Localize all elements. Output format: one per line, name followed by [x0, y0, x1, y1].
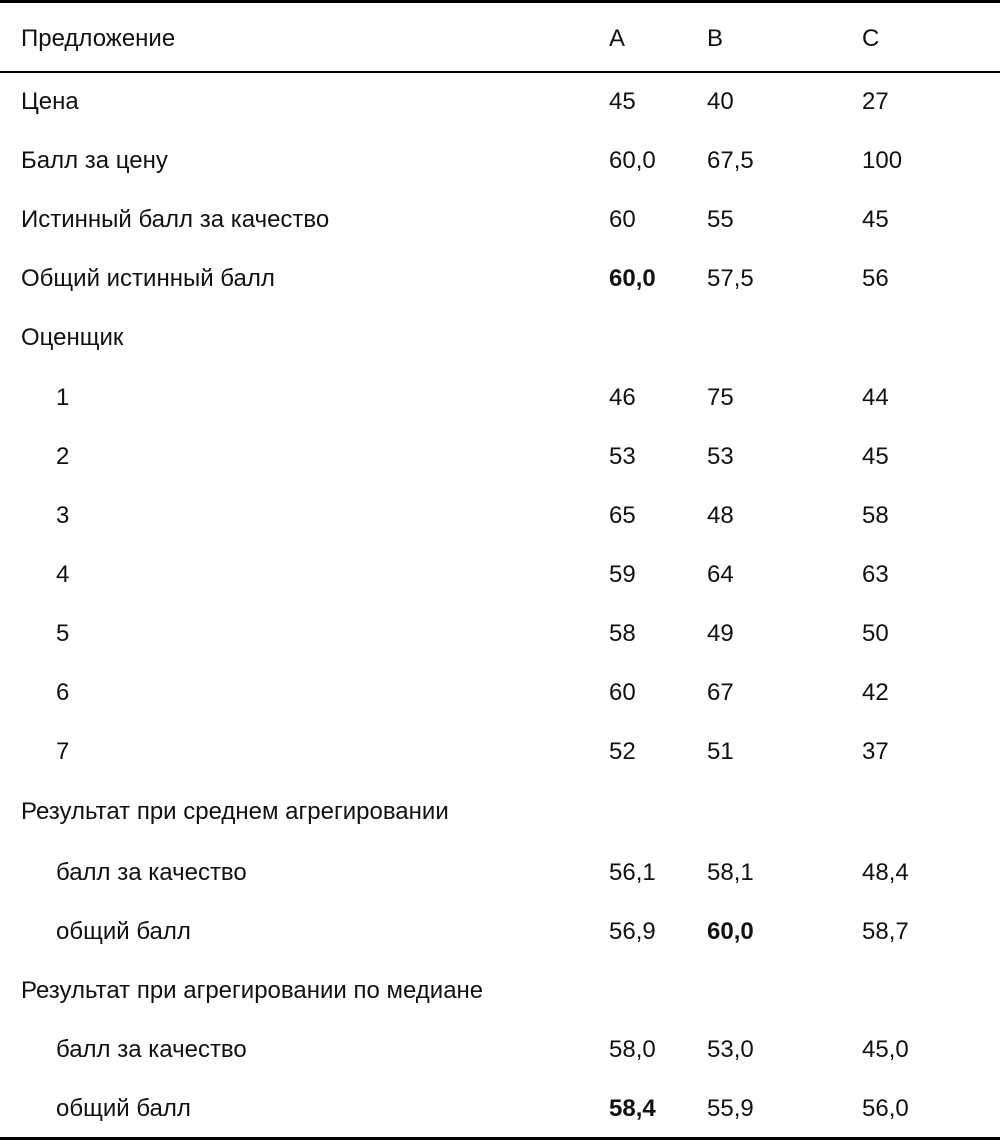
cell-c: 42	[862, 679, 889, 706]
cell-c: 48,4	[862, 859, 909, 886]
cell-a-highlight: 60,0	[609, 265, 656, 292]
cell-b: 67	[707, 679, 734, 706]
cell-b: 67,5	[707, 147, 754, 174]
cell-c: 100	[862, 147, 903, 174]
cell-a: 60	[609, 679, 636, 706]
cell-b: 55,9	[707, 1095, 754, 1122]
cell-c: 50	[862, 620, 889, 647]
row-label: балл за качество	[56, 1036, 247, 1063]
cell-a: 58	[609, 620, 636, 647]
table-row-mean-total	[0, 912, 1000, 952]
cell-a: 56,1	[609, 859, 656, 886]
cell-a: 59	[609, 561, 636, 588]
row-label: общий балл	[56, 1095, 191, 1122]
cell-c: 58	[862, 502, 889, 529]
cell-c: 58,7	[862, 918, 909, 945]
cell-b: 51	[707, 738, 734, 765]
row-label: 7	[56, 738, 70, 765]
cell-a-highlight: 58,4	[609, 1095, 656, 1122]
header-col-c: C	[862, 25, 880, 52]
table-row-median-quality	[0, 1030, 1000, 1070]
table-row-total-true	[0, 259, 1000, 299]
cell-c: 44	[862, 384, 889, 411]
table-row-evaluator-3	[0, 496, 1000, 536]
row-label: 3	[56, 502, 70, 529]
table-row-median-total	[0, 1089, 1000, 1129]
header-col-a: A	[609, 25, 626, 52]
table-row-median-heading	[0, 971, 1000, 1011]
cell-b: 55	[707, 206, 734, 233]
row-label: 6	[56, 679, 70, 706]
table-row-price-score	[0, 141, 1000, 181]
table-row-mean-quality	[0, 853, 1000, 893]
row-label: 4	[56, 561, 70, 588]
table-row-mean-heading	[0, 792, 1000, 832]
table-row-evaluator-6	[0, 673, 1000, 713]
cell-c: 56,0	[862, 1095, 909, 1122]
row-label: Балл за цену	[21, 147, 168, 174]
cell-a: 60,0	[609, 147, 656, 174]
cell-a: 52	[609, 738, 636, 765]
cell-b: 40	[707, 88, 734, 115]
row-label: Цена	[21, 88, 79, 115]
cell-c: 37	[862, 738, 889, 765]
table-top-rule	[0, 0, 1000, 3]
row-label: 1	[56, 384, 70, 411]
cell-c: 45	[862, 206, 889, 233]
cell-a: 46	[609, 384, 636, 411]
row-label: Истинный балл за качество	[21, 206, 330, 233]
cell-a: 56,9	[609, 918, 656, 945]
row-label: общий балл	[56, 918, 191, 945]
table-row-evaluator-5	[0, 614, 1000, 654]
table-row-evaluator-2	[0, 437, 1000, 477]
cell-a: 53	[609, 443, 636, 470]
table-row-evaluator-1	[0, 378, 1000, 418]
row-label: Общий истинный балл	[21, 265, 275, 292]
cell-b: 75	[707, 384, 734, 411]
section-label: Результат при агрегировании по медиане	[21, 977, 484, 1004]
table-header-rule	[0, 71, 1000, 73]
cell-c: 27	[862, 88, 889, 115]
table-row-true-quality	[0, 200, 1000, 240]
table-row-price	[0, 82, 1000, 122]
cell-b-highlight: 60,0	[707, 918, 754, 945]
cell-b: 48	[707, 502, 734, 529]
table-row-evaluator-7	[0, 732, 1000, 772]
row-label: 2	[56, 443, 70, 470]
header-col-b: B	[707, 25, 724, 52]
section-label: Оценщик	[21, 324, 124, 351]
cell-b: 64	[707, 561, 734, 588]
row-label: 5	[56, 620, 70, 647]
table-row-evaluator-4	[0, 555, 1000, 595]
header-offer-label: Предложение	[21, 25, 176, 52]
table-bottom-rule	[0, 1137, 1000, 1140]
cell-b: 53,0	[707, 1036, 754, 1063]
cell-a: 65	[609, 502, 636, 529]
cell-a: 45	[609, 88, 636, 115]
cell-b: 53	[707, 443, 734, 470]
cell-b: 49	[707, 620, 734, 647]
cell-a: 60	[609, 206, 636, 233]
cell-c: 63	[862, 561, 889, 588]
section-label: Результат при среднем агрегировании	[21, 798, 449, 825]
cell-b: 58,1	[707, 859, 754, 886]
cell-c: 56	[862, 265, 889, 292]
row-label: балл за качество	[56, 859, 247, 886]
cell-c: 45,0	[862, 1036, 909, 1063]
cell-c: 45	[862, 443, 889, 470]
table-header-row	[0, 19, 1000, 59]
cell-b: 57,5	[707, 265, 754, 292]
table-row-evaluator-heading	[0, 318, 1000, 358]
cell-a: 58,0	[609, 1036, 656, 1063]
